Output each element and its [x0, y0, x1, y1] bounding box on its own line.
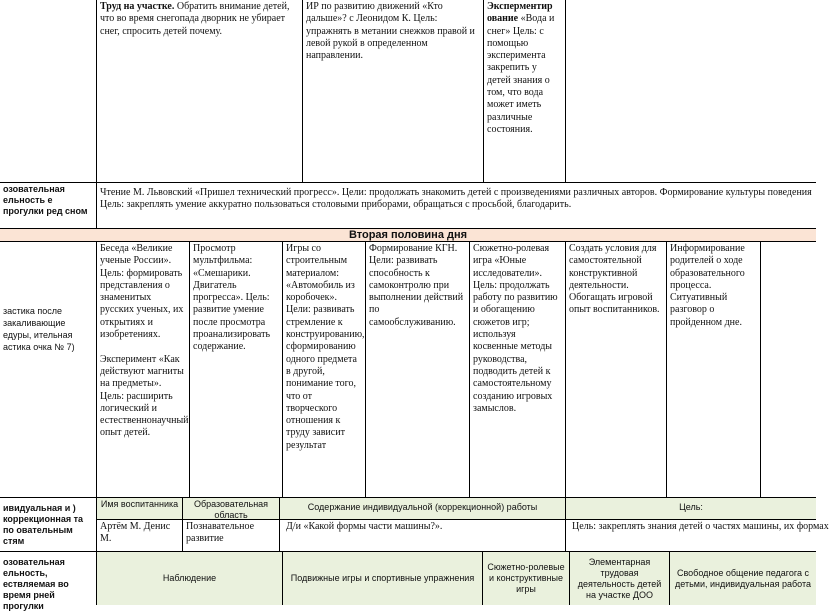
walk-head-roleplay: Сюжетно-ролевые и конструктивные игры	[483, 552, 570, 605]
labor-text: Обратить внимание детей, что во время снегопада дворник не убирает снег, спросить детей почему.	[100, 1, 290, 37]
walk-head-communication: Свободное общение педагога с детьми, индивидуальная работа	[670, 552, 816, 605]
afternoon-conditions: Создать условия для самостоятельной конструктивной деятельности. Обогащать игровой опыт воспитанников.	[566, 242, 667, 498]
edu-text-cell	[97, 183, 816, 229]
individual-label: ивидуальная и ) коррекционная та по овательным стям	[0, 498, 97, 552]
walk-head-labor: Элементарная трудовая деятельность детей на участке ДОО	[570, 552, 670, 605]
experiment-title: Эксперментир ование	[487, 1, 553, 25]
individual-head-name: Имя воспитанника	[97, 498, 183, 520]
individual-goal: Цель: закреплять знания детей о частях машины, их формах	[566, 520, 816, 552]
afternoon-cartoon: Просмотр мультфильма: «Смешарики. Двигатель прогресса». Цель: развитие умение после просмотра проанализировать содержание.	[190, 242, 283, 498]
afternoon-label-text: застика после закаливающие едуры, ительная астика очка № 7)	[3, 306, 75, 352]
individual-head-goal: Цель:	[566, 498, 816, 520]
afternoon-roleplay: Сюжетно-ролевая игра «Юные исследователи». Цель: продолжать работу по развитию и обогащению сюжетов игр; используя косвенные методы руководства, подводить детей к самостоятельному созданию игровых замыслов.	[470, 242, 566, 498]
ir-text: ИР по развитию движений «Кто дальше»? с Леонидом К. Цель: упражнять в метании снежков правой и левой рукой в определенном направлении.	[306, 1, 475, 62]
section-title: Вторая половина дня	[0, 229, 816, 242]
edu-text-goal: Цель: закреплять умение аккуратно пользоваться столовыми приборами, обращаться с просьбой, благодарить.	[100, 199, 572, 211]
edu-text-reading: Чтение М. Львовский «Пришел технический прогресс». Цели: продолжать знакомить детей с произведениями различных авторов. Формирование культуры поведения	[100, 187, 812, 198]
edu-label: озовательная ельность е прогулки ред сном	[0, 183, 97, 229]
afternoon-conversation: Беседа «Великие ученые России». Цель: формировать представления о знаменитых русских ученых, их открытиях и изобретениях. Эксперимент «Как действуют магниты на предметы». Цель: расширить логический и естественнонаучный опыт детей.	[97, 242, 190, 498]
labor-cell	[97, 0, 303, 183]
afternoon-parents: Информирование родителей о ходе образовательного процесса. Ситуативный разговор о пройденном дне.	[667, 242, 761, 498]
left-label-top	[0, 0, 97, 183]
individual-area: Познавательное развитие	[183, 520, 280, 552]
afternoon-hygiene: Формирование КГН. Цели: развивать способность к самоконтролю при выполнении действий по самообслуживанию.	[366, 242, 470, 498]
individual-head-area: Образовательная область	[183, 498, 280, 520]
individual-head-content: Содержание индивидуальной (коррекционной) работы	[280, 498, 566, 520]
afternoon-label	[0, 242, 97, 498]
ir-cell	[303, 0, 484, 183]
walk-head-games: Подвижные игры и спортивные упражнения	[283, 552, 483, 605]
experiment-text: «Вода и снег» Цель: с помощью эксперимента закрепить у детей знания о том, что вода может иметь различные состояния.	[487, 13, 555, 135]
empty-top-right	[566, 0, 816, 183]
walk-label: озовательная ельность, ествляемая во время рней прогулки	[0, 552, 97, 605]
walk-head-observation: Наблюдение	[97, 552, 283, 605]
afternoon-construction: Игры со строительным материалом: «Автомобиль из коробочек». Цели: развивать стремление к конструированию, сформированию одного предмета в другой, понимание того, что от творческого отношения к труду зависит результат	[283, 242, 366, 498]
individual-name: Артём М. Денис М.	[97, 520, 183, 552]
individual-content: Д/и «Какой формы части машины?».	[280, 520, 566, 552]
labor-title: Труд на участке.	[100, 1, 175, 12]
experiment-cell	[484, 0, 566, 183]
afternoon-empty	[761, 242, 816, 498]
